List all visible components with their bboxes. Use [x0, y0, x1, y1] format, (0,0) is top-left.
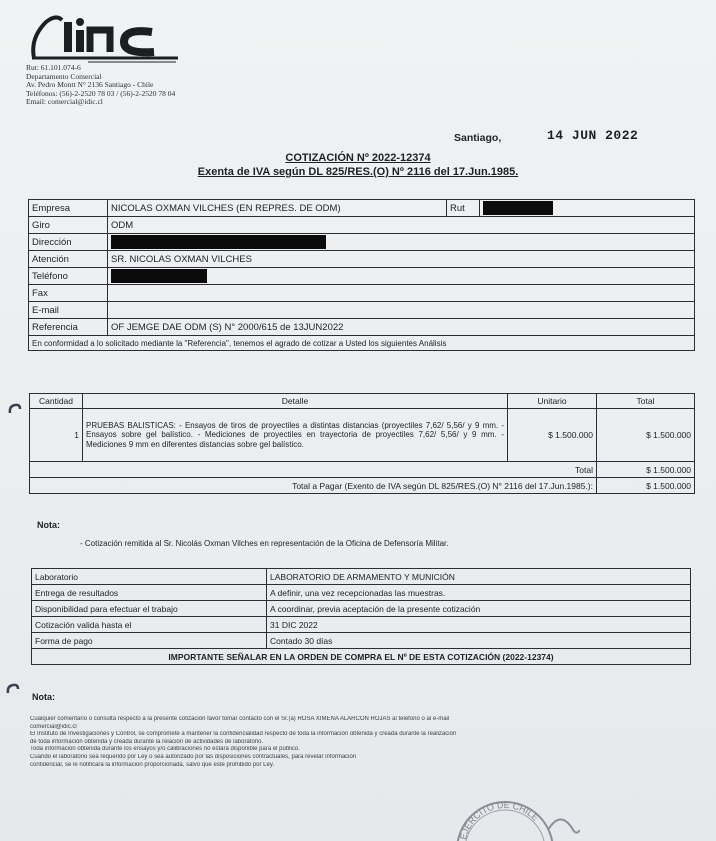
condition-value: A coordinar, previa aceptación de la presente cotización	[267, 601, 691, 617]
col-header-cantidad: Cantidad	[30, 394, 83, 409]
atencion-label: Atención	[29, 251, 108, 268]
fine-print-line: confidencial, se le notificará la información proporcionada, salvo que este prohibido por Ley.	[30, 761, 275, 768]
condition-value: Contado 30 días	[267, 633, 691, 649]
conformidad-text: En conformidad a lo solicitado mediante la "Referencia", tenemos el agrado de cotizar a Usted los siguientes Análisis	[29, 336, 695, 351]
col-header-unitario: Unitario	[508, 394, 597, 409]
referencia-value: OF JEMGE DAE ODM (S) N° 2000/615 de 13JUN2022	[108, 319, 695, 336]
detalle-cell: PRUEBAS BALISTICAS: - Ensayos de tiros de proyectiles a distintas distancias (proyectiles 7,62/ 5,56/ y 9 mm. - Ensayos sobre gel balístico. - Mediciones de proyectiles en trayectoria de proyectiles 7,62/ 5,56/ y 9 mm. - Mediciones 9 mm en diferentes distancias sobre gel balístico.	[83, 409, 508, 462]
address-line: Teléfonos: (56)-2-2520 78 03 / (56)-2-2520 78 04	[26, 88, 176, 98]
table-row	[32, 649, 691, 665]
atencion-value: SR. NICOLAS OXMAN VILCHES	[108, 251, 695, 268]
important-notice: IMPORTANTE SEÑALAR EN LA ORDEN DE COMPRA EL Nº DE ESTA COTIZACIÓN (2022-12374)	[32, 649, 691, 665]
col-header-total: Total	[597, 394, 695, 409]
address-line: Departamento Comercial	[26, 71, 102, 81]
stamp-text: EJERCITO DE CHILE	[457, 799, 541, 841]
client-info-table	[28, 199, 695, 351]
total-pagar-label: Total a Pagar (Exento de IVA según DL 825/RES.(O) N° 2116 del 17.Jun.1985.):	[30, 478, 597, 494]
redaction-bar	[483, 201, 553, 215]
table-row	[29, 200, 695, 217]
svg-text:EJERCITO DE CHILE	[458, 800, 541, 841]
quote-subtitle: Exenta de IVA según DL 825/RES.(O) Nº 2116 del 17.Jun.1985.	[197, 166, 519, 178]
unitario-cell: $ 1.500.000	[508, 409, 597, 462]
col-header-detalle: Detalle	[83, 394, 508, 409]
address-line: Rut: 61.101.074-6	[26, 63, 81, 72]
table-row	[32, 617, 691, 633]
conditions-table	[31, 568, 691, 665]
nota2-heading: Nota:	[32, 692, 55, 702]
table-row	[29, 234, 695, 251]
table-row	[30, 478, 695, 494]
empresa-label: Empresa	[29, 200, 108, 217]
fine-print	[30, 716, 690, 769]
email-value	[108, 302, 695, 319]
total-value: $ 1.500.000	[597, 462, 695, 478]
fax-value	[108, 285, 695, 302]
condition-label: Cotización valida hasta el	[32, 617, 267, 633]
total-cell: $ 1.500.000	[597, 409, 695, 462]
table-row	[30, 409, 695, 462]
staple-mark-icon	[6, 682, 20, 696]
fine-print-line: de toda información obtenida y creada durante la relación de actividades de laboratorio.	[30, 738, 264, 745]
redaction-bar	[111, 235, 326, 249]
sender-address	[26, 64, 175, 107]
condition-label: Entrega de resultados	[32, 585, 267, 601]
fine-print-line: Cualquier comentario o consulta respecto a la presente cotización favor tomar contacto con el Sr.(a) ROSA XIMENA ALARCON ROJAS al teléfono o al e-mail	[30, 716, 450, 722]
nota-text: - Cotización remitida al Sr. Nicolás Oxman Vilches en representación de la Oficina de Defensoría Militar.	[80, 539, 449, 548]
table-row	[29, 302, 695, 319]
redaction-bar	[111, 269, 207, 283]
giro-label: Giro	[29, 217, 108, 234]
table-row	[32, 601, 691, 617]
fine-print-line: Cuando el laboratorio sea requerido por Ley o sea autorizado por las disposiciones contractuales, para revelar información	[30, 753, 357, 760]
fine-print-line: comercial@idic.cl	[30, 723, 77, 730]
cantidad-cell: 1	[30, 409, 83, 462]
items-table	[29, 393, 695, 494]
table-row	[29, 268, 695, 285]
fine-print-line: Toda información obtenida durante los ensayos y/o calibraciones no estará disponible para el público.	[30, 746, 300, 753]
condition-value: A definir, una vez recepcionadas las muestras.	[267, 585, 691, 601]
giro-value: ODM	[108, 217, 695, 234]
rut-label: Rut	[447, 200, 480, 217]
direccion-value	[108, 234, 695, 251]
condition-value: LABORATORIO DE ARMAMENTO Y MUNICIÓN	[267, 569, 691, 585]
quote-title: COTIZACIÓN Nº 2022-12374	[285, 152, 431, 164]
table-row	[32, 633, 691, 649]
telefono-label: Teléfono	[29, 268, 108, 285]
nota-heading: Nota:	[37, 520, 60, 530]
condition-label: Forma de pago	[32, 633, 267, 649]
fax-label: Fax	[29, 285, 108, 302]
table-row	[29, 336, 695, 351]
table-header-row	[30, 394, 695, 409]
total-label: Total	[30, 462, 597, 478]
table-row	[29, 319, 695, 336]
condition-label: Disponibilidad para efectuar el trabajo	[32, 601, 267, 617]
email-label: E-mail	[29, 302, 108, 319]
table-row	[29, 217, 695, 234]
referencia-label: Referencia	[29, 319, 108, 336]
telefono-value	[108, 268, 695, 285]
table-row	[29, 251, 695, 268]
table-row	[32, 569, 691, 585]
table-row	[32, 585, 691, 601]
condition-value: 31 DIC 2022	[267, 617, 691, 633]
institution-logo	[28, 8, 178, 64]
direccion-label: Dirección	[29, 234, 108, 251]
address-line: Email: comercial@idic.cl	[26, 97, 103, 107]
address-line: Av. Pedro Montt N° 2136 Santiago - Chile	[26, 80, 154, 90]
city-label: Santiago,	[454, 132, 502, 144]
total-pagar-value: $ 1.500.000	[597, 478, 695, 494]
table-row	[30, 462, 695, 478]
condition-label: Laboratorio	[32, 569, 267, 585]
staple-mark-icon	[8, 402, 22, 416]
date-stamp: 14 JUN 2022	[547, 128, 639, 143]
empresa-value: NICOLAS OXMAN VILCHES (EN REPRES. DE ODM)	[108, 200, 447, 217]
fine-print-line: El Instituto de Investigaciones y Control, se compromete a mantener la confidencialidad respecto de toda la información obtenida y creada durante la realización	[30, 731, 457, 738]
table-row	[29, 285, 695, 302]
official-stamp	[430, 790, 580, 841]
rut-value	[480, 200, 695, 217]
